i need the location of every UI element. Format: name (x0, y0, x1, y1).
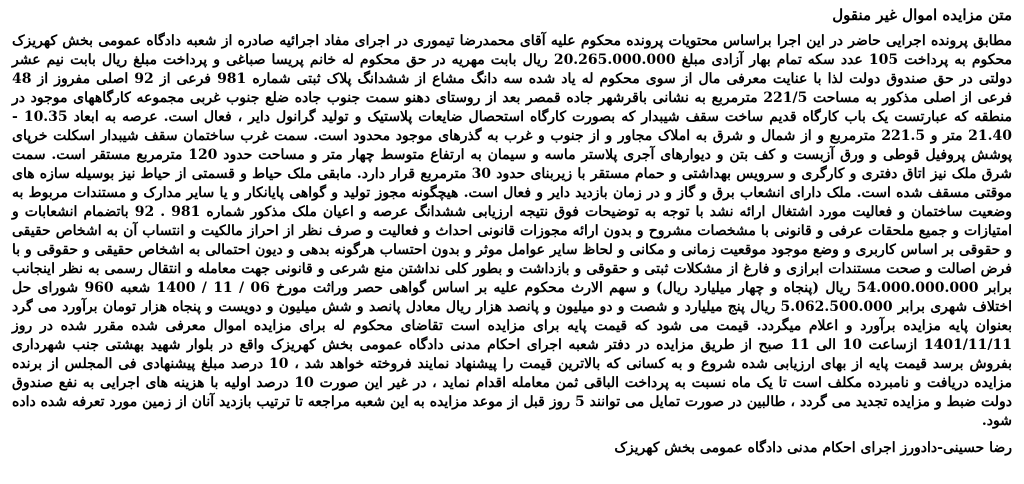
notice-page (8, 4, 1016, 480)
notice-title: متن مزایده اموال غیر منقول (832, 6, 1012, 24)
notice-body: مطابق پرونده اجرایی حاضر در این اجرا براساس محتویات پرونده محکوم علیه آقای محمدرضا تیموری در اجرای مفاد اجرائیه صادره از شعبه دادگاه عمومی بخش کهریزک محکوم به پرداخت 105 عدد سکه تمام بهار آزادی مبلغ 20.265.000.000 ریال بابت مهریه در حق محکوم له خانم پریسا صباغی و پرداخت مبلغ ریال بابت نیم عشر دولتی در حق صندوق دولت لذا با عنایت معرفی مال از سوی محکوم له یاد شده سه دانگ مشاع از ششدانگ پلاک ثبتی شماره 981 فرعی از 92 اصلی مفروز از 48 فرعی از اصلی مذکور به مساحت 221/5 مترمربع به نشانی باقرشهر جاده قمصر بعد از روستای دهنو سمت جنوب جاده ضلع جنوب غربی مجموعه کارگاههای موجود در منطقه که عبارتست یک باب کارگاه قدیم ساخت سقف شیبدار که بصورت کارگاه استحصال ضایعات پلاستیک و تولید گرانول دایر ، فعال است. عرصه به ابعاد 10.35 - 21.40 متر و 221.5 مترمربع و از شمال و شرق به املاک مجاور و از جنوب و غرب به گذرهای موجود محدود است. سمت غرب ساختمان سقف شیبدار اسکلت خرپای پوشش پروفیل قوطی و ورق آزبست و کف بتن و دیوارهای آجری پلاستر ماسه و سیمان به ارتفاع متوسط چهار متر و مساحت حدود 120 مترمربع مستقر است. سمت شرق ملک نیز اتاق دفتری و کارگری و سرویس بهداشتی و حمام مستقر با زیربنای حدود 30 مترمربع قرار دارد. مابقی ملک حیاط و قسمتی از حیاط نیز بوسیله سازه های موقتی مسقف شده است. ملک دارای انشعاب برق و گاز و در زمان بازدید دایر و فعال است. هیچگونه مجوز تولید و گواهی پایانکار و یا سایر مدارک و مستندات مربوط به وضعیت ساختمان و فعالیت مورد اشتغال ارائه نشد با توجه به توضیحات فوق نتیجه ارزیابی ششدانگ عرصه و اعیان ملک مذکور شماره 981 . 92 باتضمام انشعابات و امتیازات و جمیع ملحقات عرفی و قانونی با مشخصات مشروح و بدون ارائه مجوزات قانونی احداث و فعالیت و صرف نظر از احراز مالکیت و انتساب آن به اشخاص حقیقی و حقوقی بر اساس کاربری و وضع موجود موقعیت زمانی و مکانی و لحاظ سایر عوامل موثر و بدون احتساب هرگونه بدهی و دیون احتمالی به اشخاص حقیقی و حقوقی و با فرض اصالت و صحت مستندات ابرازی و فارغ از مشکلات ثبتی و حقوقی و بازداشت و بطور کلی نداشتن منع شرعی و قانونی جهت معامله و انتقال رسمی به نظر اینجانب برابر 54.000.000.000 ریال (پنجاه و چهار میلیارد ریال) و سهم الارث محکوم علیه بر اساس گواهی حصر وراثت مورخ 06 / 11 / 1400 شعبه 960 شورای حل اختلاف شهری برابر 5.062.500.000 ریال پنج میلیارد و شصت و دو میلیون و پانصد هزار ریال معادل پانصد و شش میلیون و دویست و پنجاه هزار تومان برآورد می گرد بعنوان پایه مزایده برآورد و اعلام میگردد. قیمت می شود که قیمت پایه برای مزایده است تقاضای محکوم له برای مزایده اموال معرفی شده مقرر شده در روز 1401/11/11 ازساعت 10 الی 11 صبح از طریق مزایده در دفتر شعبه اجرای احکام مدنی دادگاه عمومی بخش کهریزک واقع در بلوار شهید بهشتی جنب شهرداری بفروش برسد قیمت پایه از بهای ارزیابی شده شروع و به کسانی که بالاترین قیمت را پیشنهاد نمایند فروخته خواهد شد ، 10 درصد مبلغ پیشنهادی فی المجلس از برنده مزایده دریافت و نامبرده مکلف است تا یک ماه نسبت به پرداخت الباقی ثمن معامله اقدام نماید ، در غیر این صورت 10 درصد اولیه با هزینه های اجرایی به نفع صندوق دولت ضبط و مزایده تجدید می گردد ، طالبین در صورت تمایل می توانند 5 روز قبل از موعد مزایده به این شعبه مراجعه تا ترتیب بازدید آنان از زمین مورد تعرفه شده داده شود. (12, 33, 1013, 429)
notice-signature: رضا حسینی-دادورز اجرای احکام مدنی دادگاه عمومی بخش کهریزک (614, 440, 1012, 456)
